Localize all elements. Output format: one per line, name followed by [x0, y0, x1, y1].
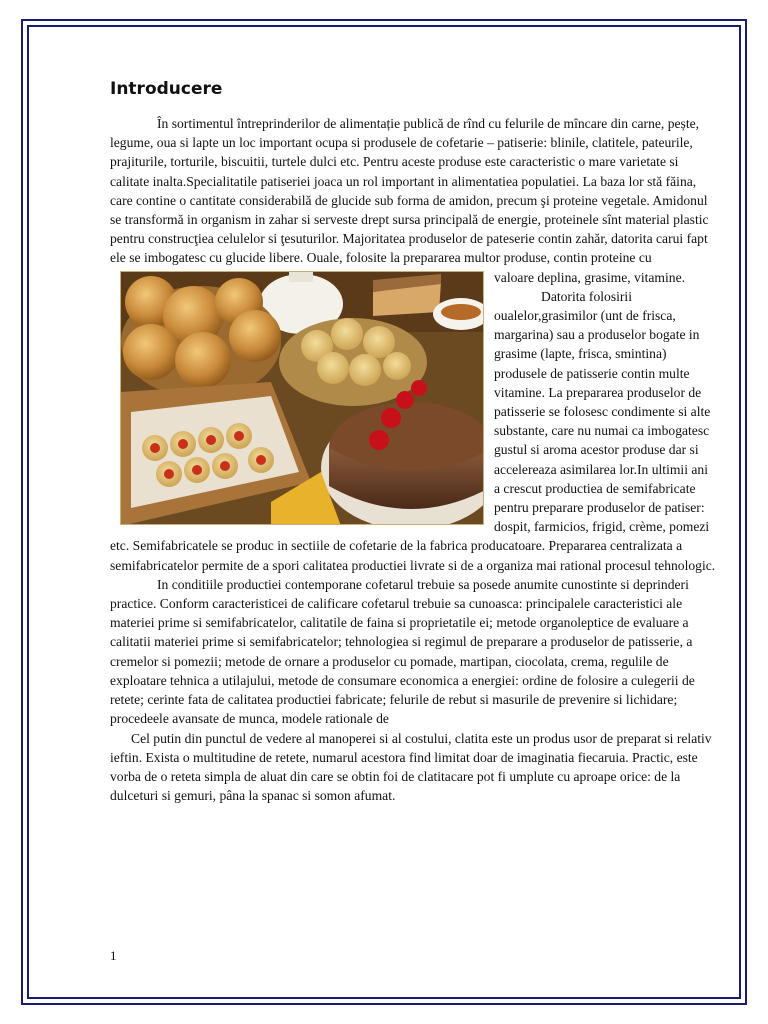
pastry-photo [120, 271, 484, 525]
paragraph-4: In conditiile productiei contemporane cofetarul trebuie sa posede anumite cunostinte si deprinderi practice. Conform caracteristicei de calificare cofetarul trebuie sa cunoasca: principalele caracteristici ale materiei prime si semifabricatelor, calitatile de faina si proprietatile ei; metode organoleptice de evaluare a calitatii materiei prime si semifabricatelor; tehnologiea si regimul de preparare a produselor de patisserie, a cremelor si pomezii; metode de ornare a produselor cu pomade, martipan, ciocolata, crema, regulile de exploatare tehnica a utilajului, metode de consumare economica a energiei: ordine de folosire a culegerii de retete; cerinte fata de calitatea productiei fabricate; felurile de rebut si masurile de prevenire si lichidare; procedeele avansate de munca, modele rationale de [110, 576, 695, 727]
paragraph-3: Datorita folosirii oualelor,grasimilor (unt de frisca, margarina) sau a produselor bogate in grasime (lapte, frisca, smintina) produsele de patisserie contin multe vitamine. La prepararea produselor de patisserie se folosesc condimente si alte substante, care nu numai ca imbogatesc gustul si aroma acestor produse dar si accelereaza asimilarea lor.In ultimii ani a crescut productiea de semifabricate pentru preparare produselor de patiser: dospit, farmicios, frigid, crème, pomezi etc. Semifabricatele se produc in sectiile de cofetarie de la fabrica producatoare. Prepararea centralizata a semifabricatelor permite de a spori calitatea productiei livrate si de a organiza mai rational procesul tehnologic. [110, 288, 716, 573]
paragraph-2: valoare deplina, grasime, vitamine. [494, 269, 685, 285]
page-title: Introducere [110, 79, 223, 99]
page-number: 1 [110, 948, 117, 963]
paragraph-5: Cel putin din punctul de vedere al manoperei si al costului, clatita este un produs usor de preparat si relativ ieftin. Exista o multitudine de retete, numarul acestora find limitat doar de imaginatia fiecaruia. Practic, este vorba de o reteta simpla de aluat din care se obtin foi de clatitacare pot fi umplute cu aproape orice: de la dulceturi si gemuri, pâna la spanac si somon afumat. [110, 730, 712, 804]
document-body [110, 114, 716, 805]
pastry-photo-illustration [121, 272, 484, 525]
paragraph-1: În sortimentul întreprinderilor de alimentație publică de rînd cu felurile de mîncare din carne, pește, legume, oua si lapte un loc important ocupa si produsele de cofetarie – patiserie: blinile, clatitele, pateurile, prajiturile, torturile, biscuitii, turtele dulci etc. Pentru aceste produse este caracteristic o mare varietate si calitate inalta.Specialitatile patiseriei joaca un rol important in alimentatiea populatiei. La baza lor stă făina, care contine o cantitate considerabilă de glucide sub forma de amidon, precum şi proteine vegetale. Amidonul se transformă in organism in zahar si serveste drept sursa principală de energie, proteinele sînt material plastic pentru construcţiea celulelor si ţesuturilor. Majoritatea produselor de pateserie contin zahăr, datorita carui fapt ele se imbogatesc cu glucide libere. Ouale, folosite la prepararea multor produse, contin proteine cu [110, 116, 709, 266]
